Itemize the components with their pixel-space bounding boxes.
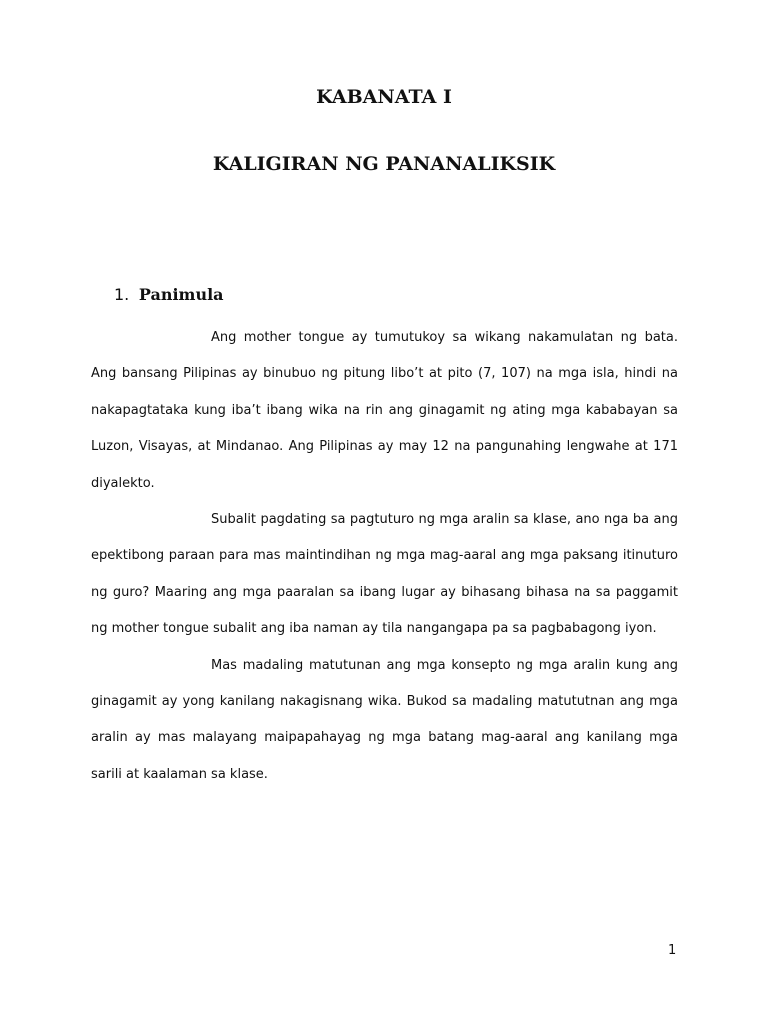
page-number: 1 xyxy=(668,943,677,958)
body-text xyxy=(91,320,678,793)
section-title: Panimula xyxy=(138,285,224,304)
section-heading xyxy=(114,285,224,304)
chapter-title: KABANATA I xyxy=(316,86,452,108)
paragraph-2: Subalit pagdating sa pagtuturo ng mga aralin sa klase, ano nga ba ang epektibong paraan para mas maintindihan ng mga mag-aaral ang mga paksang itinuturo ng guro? Maaring ang mga paaralan sa ibang lugar ay bihasang bihasa na sa paggamit ng mother tongue subalit ang iba naman ay tila nangangapa pa sa pagbabagong iyon. xyxy=(91,512,678,637)
paragraph-3: Mas madaling matutunan ang mga konsepto ng mga aralin kung ang ginagamit ay yong kanilang nakagisnang wika. Bukod sa madaling matututnan ang mga aralin ay mas malayang maipapahayag ng mga batang mag-aaral ang kanilang mga sarili at kaalaman sa klase. xyxy=(91,657,678,782)
section-number: 1. xyxy=(114,285,130,304)
paragraph-1: Ang mother tongue ay tumutukoy sa wikang nakamulatan ng bata. Ang bansang Pilipinas ay binubuo ng pitung libo’t at pito (7, 107) na mga isla, hindi na nakapagtataka kung iba’t ibang wika na rin ang ginagamit ng ating mga kababayan sa Luzon, Visayas, at Mindanao. Ang Pilipinas ay may 12 na pangunahing lengwahe at 171 diyalekto. xyxy=(91,330,678,491)
chapter-subtitle: KALIGIRAN NG PANANALIKSIK xyxy=(212,153,556,175)
